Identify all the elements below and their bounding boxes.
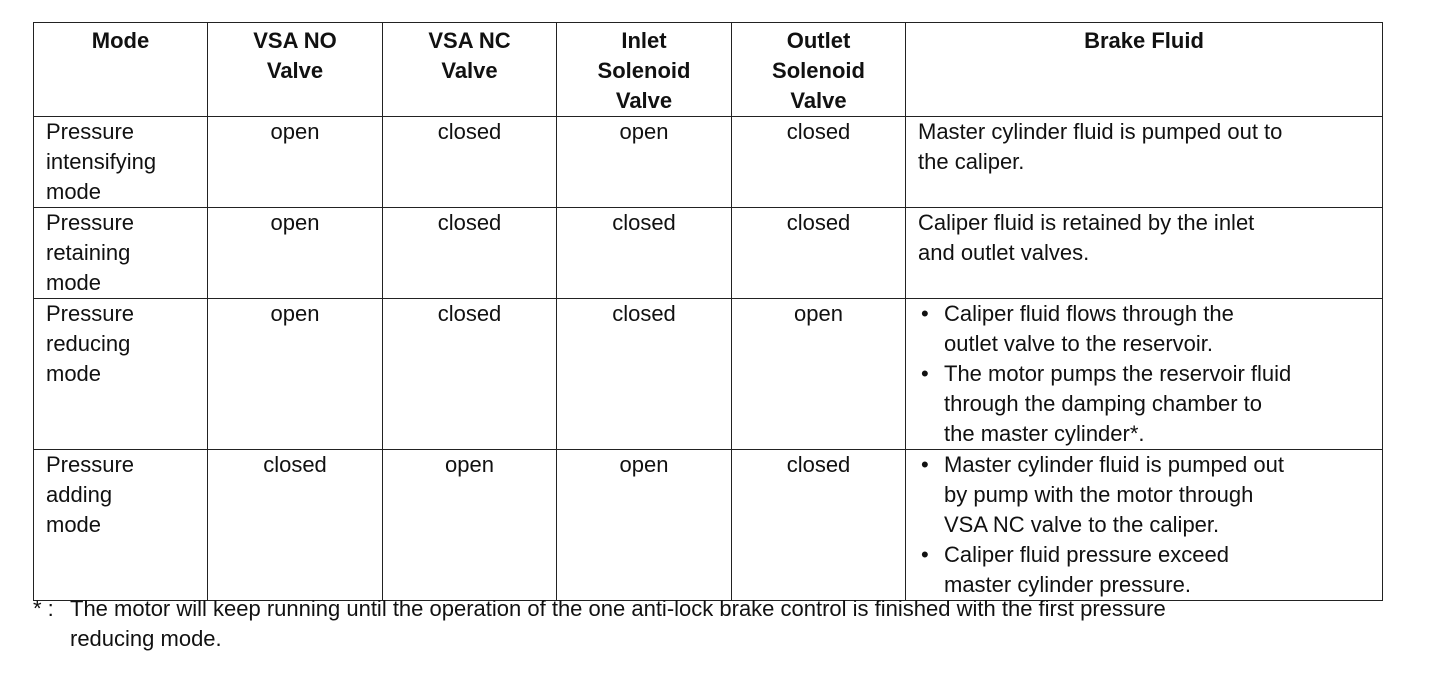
header-outlet-solenoid-valve: Outlet Solenoid Valve: [732, 23, 906, 117]
vsa-nc-state: closed: [383, 117, 557, 208]
vsa-nc-state: closed: [383, 208, 557, 299]
mode-cell: Pressure reducing mode: [34, 299, 208, 450]
table-row: [34, 117, 1383, 208]
table-row: [34, 450, 1383, 601]
mode-cell: Pressure intensifying mode: [34, 117, 208, 208]
vsa-nc-state: closed: [383, 299, 557, 450]
inlet-state: open: [557, 450, 732, 601]
brake-fluid-bullets: [918, 299, 1374, 449]
table-header-row: [34, 23, 1383, 117]
header-vsa-nc-valve: VSA NC Valve: [383, 23, 557, 117]
bullet-item: • Caliper fluid pressure exceed master cylinder pressure.: [918, 540, 1374, 600]
footnote-marker: * :: [33, 596, 54, 621]
vsa-nc-state: open: [383, 450, 557, 601]
vsa-no-state: open: [208, 117, 383, 208]
brake-fluid-bullets: [918, 450, 1374, 600]
vsa-no-state: open: [208, 208, 383, 299]
table-row: [34, 299, 1383, 450]
brake-fluid-cell: Caliper fluid is retained by the inlet and outlet valves.: [906, 208, 1383, 299]
brake-fluid-cell: [906, 450, 1383, 601]
header-inlet-solenoid-valve: Inlet Solenoid Valve: [557, 23, 732, 117]
brake-fluid-cell: [906, 299, 1383, 450]
mode-cell: Pressure retaining mode: [34, 208, 208, 299]
header-brake-fluid: Brake Fluid: [906, 23, 1383, 117]
vsa-no-state: closed: [208, 450, 383, 601]
outlet-state: closed: [732, 208, 906, 299]
mode-cell: Pressure adding mode: [34, 450, 208, 601]
brake-fluid-cell: Master cylinder fluid is pumped out to the caliper.: [906, 117, 1383, 208]
vsa-no-state: open: [208, 299, 383, 450]
inlet-state: open: [557, 117, 732, 208]
table-row: [34, 208, 1383, 299]
outlet-state: closed: [732, 450, 906, 601]
bullet-item: • Caliper fluid flows through the outlet valve to the reservoir.: [918, 299, 1374, 359]
bullet-item: • The motor pumps the reservoir fluid through the damping chamber to the master cylinder*.: [918, 359, 1374, 449]
inlet-state: closed: [557, 299, 732, 450]
header-vsa-no-valve: VSA NO Valve: [208, 23, 383, 117]
header-mode: Mode: [34, 23, 208, 117]
valve-mode-table: [33, 22, 1383, 601]
bullet-item: • Master cylinder fluid is pumped out by pump with the motor through VSA NC valve to the caliper.: [918, 450, 1374, 540]
outlet-state: open: [732, 299, 906, 450]
outlet-state: closed: [732, 117, 906, 208]
inlet-state: closed: [557, 208, 732, 299]
footnote-text: The motor will keep running until the operation of the one anti-lock brake control is finished with the first pressure reducing mode.: [70, 596, 1166, 651]
